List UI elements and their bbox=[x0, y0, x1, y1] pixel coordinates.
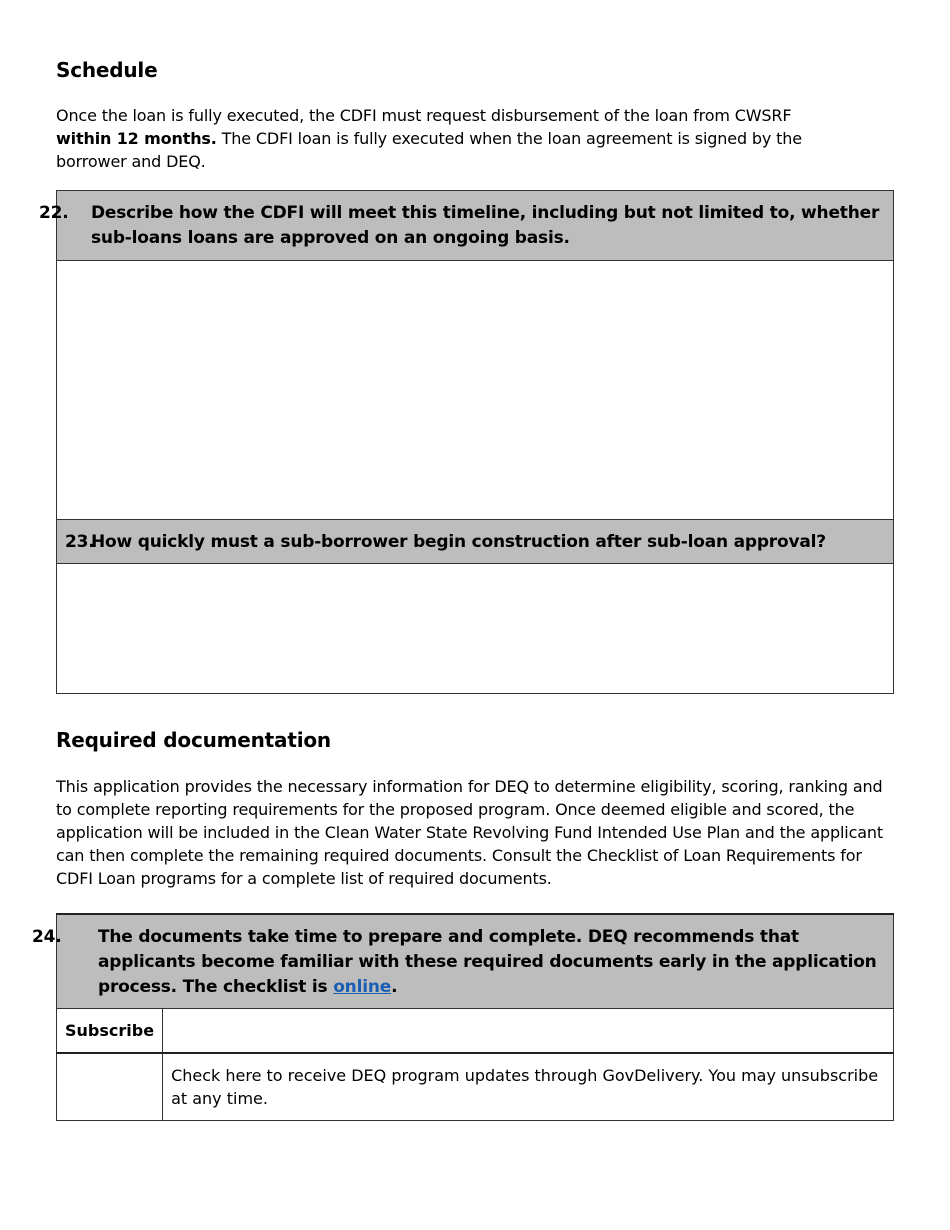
question-23-header bbox=[57, 520, 894, 564]
subscribe-label: Subscribe bbox=[57, 1009, 163, 1054]
question-22-table bbox=[39, 190, 894, 521]
question-23-table bbox=[56, 519, 894, 694]
schedule-text-bold: within 12 months. bbox=[56, 129, 217, 148]
question-22-text: Describe how the CDFI will meet this timeline, including but not limited to, whether sub-loans loans are approved on an ongoing basis. bbox=[91, 203, 880, 248]
required-documentation-paragraph: This application provides the necessary information for DEQ to determine eligibility, scoring, ranking and to complete reporting requirements for the proposed program. Once deemed eligible and scored, the application will be included in the Clean Water State Revolving Fund Intended Use Plan and the applicant can then complete the remaining required documents. Consult the Checklist of Loan Requirements for CDFI Loan programs for a complete list of required documents. bbox=[56, 777, 883, 888]
question-22-answer-field[interactable] bbox=[57, 261, 894, 521]
question-23-number: 23. bbox=[65, 532, 95, 552]
schedule-paragraph bbox=[56, 104, 826, 173]
question-23-answer-field[interactable] bbox=[57, 564, 894, 694]
question-24-text: The documents take time to prepare and complete. DEQ recommends that applicants become familiar with these required documents early in the application process. The checklist is bbox=[98, 927, 877, 997]
question-24-number: 24. bbox=[32, 927, 62, 947]
question-24-table bbox=[32, 913, 894, 1121]
question-24-header bbox=[32, 914, 894, 1009]
checklist-online-link[interactable]: online bbox=[333, 977, 392, 997]
schedule-heading: Schedule bbox=[56, 58, 158, 82]
question-23-text: How quickly must a sub-borrower begin construction after sub-loan approval? bbox=[91, 532, 826, 552]
schedule-text-end: The CDFI loan is fully executed when the loan agreement is signed by the borrower and DEQ. bbox=[56, 129, 802, 171]
subscribe-header-cell bbox=[163, 1009, 894, 1054]
subscribe-checkbox-cell[interactable] bbox=[57, 1053, 163, 1121]
required-documentation-heading: Required documentation bbox=[56, 728, 331, 752]
question-24-text-end: . bbox=[391, 977, 398, 997]
subscribe-description: Check here to receive DEQ program updates through GovDelivery. You may unsubscribe at any time. bbox=[163, 1053, 894, 1121]
schedule-text-start: Once the loan is fully executed, the CDFI must request disbursement of the loan from CWSRF bbox=[56, 106, 792, 125]
question-22-header bbox=[39, 191, 894, 261]
question-22-number: 22. bbox=[39, 203, 69, 223]
